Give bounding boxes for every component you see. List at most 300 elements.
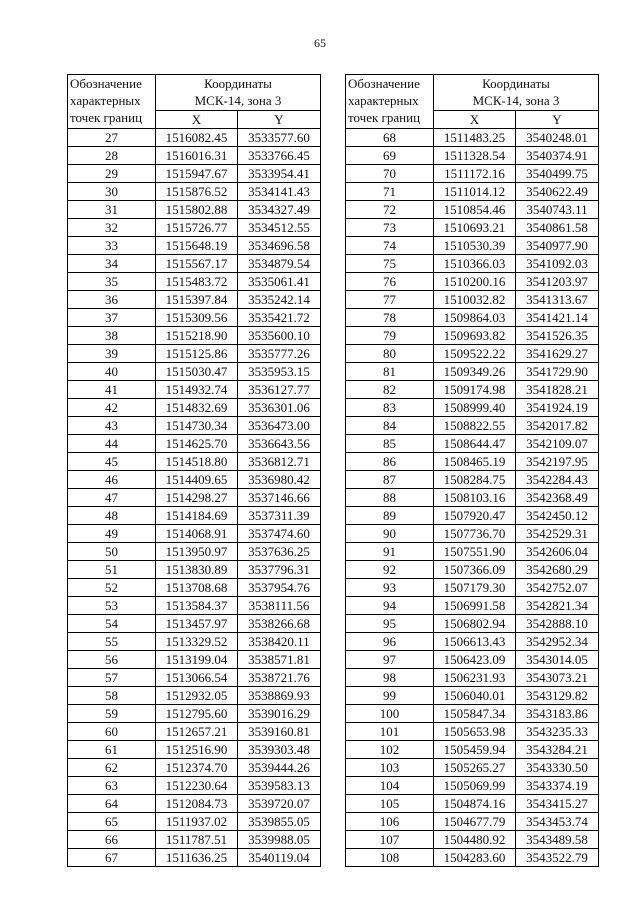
point-number: 100 <box>346 705 434 723</box>
y-coordinate: 3543129.82 <box>516 687 599 705</box>
x-coordinate: 1508103.16 <box>434 489 516 507</box>
x-coordinate: 1507551.90 <box>434 543 516 561</box>
table-row <box>68 471 321 489</box>
table-row <box>346 813 599 831</box>
y-coordinate: 3537636.25 <box>238 543 321 561</box>
point-number: 88 <box>346 489 434 507</box>
point-number: 49 <box>68 525 156 543</box>
x-coordinate: 1507920.47 <box>434 507 516 525</box>
point-number: 38 <box>68 327 156 345</box>
y-coordinate: 3542952.34 <box>516 633 599 651</box>
x-coordinate: 1513457.97 <box>156 615 238 633</box>
y-coordinate: 3541629.27 <box>516 345 599 363</box>
table-row <box>68 255 321 273</box>
table-row <box>68 327 321 345</box>
point-number: 34 <box>68 255 156 273</box>
x-coordinate: 1513584.37 <box>156 597 238 615</box>
table-row <box>346 129 599 147</box>
point-number: 78 <box>346 309 434 327</box>
table-row <box>68 435 321 453</box>
designation-header-line: характерных <box>348 93 419 108</box>
point-number: 101 <box>346 723 434 741</box>
point-number: 56 <box>68 651 156 669</box>
y-coordinate: 3542752.07 <box>516 579 599 597</box>
point-number: 74 <box>346 237 434 255</box>
y-coordinate: 3538111.56 <box>238 597 321 615</box>
x-coordinate: 1515218.90 <box>156 327 238 345</box>
point-number: 107 <box>346 831 434 849</box>
y-coordinate: 3543073.21 <box>516 669 599 687</box>
point-number: 73 <box>346 219 434 237</box>
y-coordinate: 3540622.49 <box>516 183 599 201</box>
table-row <box>68 147 321 165</box>
table-row <box>346 615 599 633</box>
x-coordinate: 1511483.25 <box>434 129 516 147</box>
table-row <box>68 651 321 669</box>
x-coordinate: 1511937.02 <box>156 813 238 831</box>
table-row <box>346 525 599 543</box>
y-coordinate: 3539855.05 <box>238 813 321 831</box>
y-coordinate: 3539303.48 <box>238 741 321 759</box>
y-coordinate: 3537796.31 <box>238 561 321 579</box>
y-coordinate: 3543235.33 <box>516 723 599 741</box>
y-coordinate: 3543453.74 <box>516 813 599 831</box>
y-coordinate: 3541828.21 <box>516 381 599 399</box>
table-row <box>346 237 599 255</box>
table-row <box>346 777 599 795</box>
table-row <box>68 561 321 579</box>
x-coordinate: 1508465.19 <box>434 453 516 471</box>
table-row <box>68 219 321 237</box>
y-coordinate: 3533766.45 <box>238 147 321 165</box>
y-coordinate: 3536127.77 <box>238 381 321 399</box>
x-coordinate: 1516016.31 <box>156 147 238 165</box>
x-coordinate: 1511636.25 <box>156 849 238 867</box>
y-column-header: Y <box>238 111 321 129</box>
table-row <box>68 543 321 561</box>
table-row <box>68 129 321 147</box>
point-number: 71 <box>346 183 434 201</box>
y-coordinate: 3541924.19 <box>516 399 599 417</box>
point-number: 90 <box>346 525 434 543</box>
point-number: 43 <box>68 417 156 435</box>
table-row <box>346 201 599 219</box>
x-coordinate: 1505847.34 <box>434 705 516 723</box>
point-number: 94 <box>346 597 434 615</box>
page-number: 65 <box>314 36 326 50</box>
y-coordinate: 3533577.60 <box>238 129 321 147</box>
y-coordinate: 3542680.29 <box>516 561 599 579</box>
point-number: 93 <box>346 579 434 597</box>
table-row <box>68 345 321 363</box>
table-row <box>346 345 599 363</box>
x-coordinate: 1515030.47 <box>156 363 238 381</box>
point-number: 58 <box>68 687 156 705</box>
y-coordinate: 3540861.58 <box>516 219 599 237</box>
x-coordinate: 1515726.77 <box>156 219 238 237</box>
y-coordinate: 3536473.00 <box>238 417 321 435</box>
y-coordinate: 3534327.49 <box>238 201 321 219</box>
y-coordinate: 3541092.03 <box>516 255 599 273</box>
y-coordinate: 3543522.79 <box>516 849 599 867</box>
table-row <box>68 759 321 777</box>
point-number: 102 <box>346 741 434 759</box>
table-row <box>68 381 321 399</box>
table-row <box>346 471 599 489</box>
x-coordinate: 1515567.17 <box>156 255 238 273</box>
y-coordinate: 3539583.13 <box>238 777 321 795</box>
y-coordinate: 3539720.07 <box>238 795 321 813</box>
point-number: 99 <box>346 687 434 705</box>
y-coordinate: 3541203.97 <box>516 273 599 291</box>
y-coordinate: 3535061.41 <box>238 273 321 291</box>
table-body <box>68 129 321 867</box>
x-coordinate: 1511328.54 <box>434 147 516 165</box>
coordinates-header-line: МСК-14, зона 3 <box>472 93 560 108</box>
y-coordinate: 3536980.42 <box>238 471 321 489</box>
y-coordinate: 3542109.07 <box>516 435 599 453</box>
x-coordinate: 1506040.01 <box>434 687 516 705</box>
table-row <box>346 327 599 345</box>
x-coordinate: 1505069.99 <box>434 777 516 795</box>
y-coordinate: 3542284.43 <box>516 471 599 489</box>
x-coordinate: 1515125.86 <box>156 345 238 363</box>
point-number: 29 <box>68 165 156 183</box>
y-coordinate: 3543183.86 <box>516 705 599 723</box>
point-number: 65 <box>68 813 156 831</box>
table-row <box>68 813 321 831</box>
point-number: 51 <box>68 561 156 579</box>
table-row <box>68 687 321 705</box>
point-number: 64 <box>68 795 156 813</box>
point-number: 50 <box>68 543 156 561</box>
x-coordinate: 1504677.79 <box>434 813 516 831</box>
table-row <box>68 597 321 615</box>
x-coordinate: 1504874.16 <box>434 795 516 813</box>
point-number: 60 <box>68 723 156 741</box>
y-coordinate: 3538869.93 <box>238 687 321 705</box>
x-coordinate: 1509522.22 <box>434 345 516 363</box>
point-number: 61 <box>68 741 156 759</box>
y-coordinate: 3541729.90 <box>516 363 599 381</box>
x-coordinate: 1513708.68 <box>156 579 238 597</box>
x-coordinate: 1504480.92 <box>434 831 516 849</box>
table-row <box>68 201 321 219</box>
point-number: 59 <box>68 705 156 723</box>
y-coordinate: 3542821.34 <box>516 597 599 615</box>
point-number: 45 <box>68 453 156 471</box>
point-number: 67 <box>68 849 156 867</box>
x-coordinate: 1512657.21 <box>156 723 238 741</box>
x-coordinate: 1515309.56 <box>156 309 238 327</box>
point-number: 84 <box>346 417 434 435</box>
y-coordinate: 3543284.21 <box>516 741 599 759</box>
point-number: 48 <box>68 507 156 525</box>
point-number: 75 <box>346 255 434 273</box>
table-row <box>68 633 321 651</box>
y-coordinate: 3538420.11 <box>238 633 321 651</box>
table-row <box>346 633 599 651</box>
point-number: 66 <box>68 831 156 849</box>
table-row <box>346 183 599 201</box>
table-row <box>346 399 599 417</box>
table-row <box>68 507 321 525</box>
x-coordinate: 1505459.94 <box>434 741 516 759</box>
point-number: 105 <box>346 795 434 813</box>
x-column-header: X <box>434 111 516 129</box>
point-number: 55 <box>68 633 156 651</box>
table-row <box>346 723 599 741</box>
y-coordinate: 3543014.05 <box>516 651 599 669</box>
y-coordinate: 3534141.43 <box>238 183 321 201</box>
point-number: 104 <box>346 777 434 795</box>
point-number: 68 <box>346 129 434 147</box>
y-coordinate: 3536643.56 <box>238 435 321 453</box>
x-coordinate: 1510854.46 <box>434 201 516 219</box>
point-number: 79 <box>346 327 434 345</box>
table-row <box>68 615 321 633</box>
x-coordinate: 1508999.40 <box>434 399 516 417</box>
table-row <box>68 723 321 741</box>
x-coordinate: 1504283.60 <box>434 849 516 867</box>
table-row <box>346 453 599 471</box>
table-row <box>346 831 599 849</box>
point-number: 57 <box>68 669 156 687</box>
table-row <box>68 741 321 759</box>
point-number: 97 <box>346 651 434 669</box>
point-number: 33 <box>68 237 156 255</box>
table-row <box>346 219 599 237</box>
x-coordinate: 1508822.55 <box>434 417 516 435</box>
table-row <box>68 579 321 597</box>
table-row <box>68 795 321 813</box>
designation-header-line: точек границ <box>348 110 421 125</box>
y-coordinate: 3535421.72 <box>238 309 321 327</box>
y-coordinate: 3543330.50 <box>516 759 599 777</box>
x-coordinate: 1510693.21 <box>434 219 516 237</box>
point-number: 30 <box>68 183 156 201</box>
point-number: 53 <box>68 597 156 615</box>
y-coordinate: 3539988.05 <box>238 831 321 849</box>
y-coordinate: 3543374.19 <box>516 777 599 795</box>
y-coordinate: 3537311.39 <box>238 507 321 525</box>
point-number: 41 <box>68 381 156 399</box>
table-row <box>346 849 599 867</box>
y-coordinate: 3540499.75 <box>516 165 599 183</box>
coordinates-header-line: МСК-14, зона 3 <box>194 93 282 108</box>
y-coordinate: 3541526.35 <box>516 327 599 345</box>
x-coordinate: 1505265.27 <box>434 759 516 777</box>
x-coordinate: 1512374.70 <box>156 759 238 777</box>
point-number: 54 <box>68 615 156 633</box>
x-coordinate: 1514068.91 <box>156 525 238 543</box>
x-coordinate: 1512795.60 <box>156 705 238 723</box>
x-coordinate: 1509693.82 <box>434 327 516 345</box>
table-row <box>346 687 599 705</box>
table-row <box>68 669 321 687</box>
y-coordinate: 3543489.58 <box>516 831 599 849</box>
y-coordinate: 3533954.41 <box>238 165 321 183</box>
x-coordinate: 1514730.34 <box>156 417 238 435</box>
point-number: 44 <box>68 435 156 453</box>
coordinates-table-right <box>345 74 599 867</box>
coordinates-header-line: Координаты <box>204 76 272 91</box>
x-coordinate: 1515802.88 <box>156 201 238 219</box>
table-row <box>346 741 599 759</box>
table-row <box>346 165 599 183</box>
point-number: 81 <box>346 363 434 381</box>
table-row <box>68 777 321 795</box>
point-number: 36 <box>68 291 156 309</box>
x-coordinate: 1513950.97 <box>156 543 238 561</box>
point-number: 80 <box>346 345 434 363</box>
table-row <box>346 759 599 777</box>
table-row <box>68 489 321 507</box>
y-coordinate: 3535953.15 <box>238 363 321 381</box>
table-row <box>346 147 599 165</box>
x-coordinate: 1514298.27 <box>156 489 238 507</box>
table-row <box>346 417 599 435</box>
y-coordinate: 3538266.68 <box>238 615 321 633</box>
y-coordinate: 3538721.76 <box>238 669 321 687</box>
table-row <box>346 291 599 309</box>
x-coordinate: 1510200.16 <box>434 273 516 291</box>
designation-header <box>346 75 434 129</box>
point-number: 70 <box>346 165 434 183</box>
x-coordinate: 1506802.94 <box>434 615 516 633</box>
x-coordinate: 1514625.70 <box>156 435 238 453</box>
table-row <box>346 255 599 273</box>
x-column-header: X <box>156 111 238 129</box>
x-coordinate: 1507366.09 <box>434 561 516 579</box>
table-row <box>346 489 599 507</box>
point-number: 95 <box>346 615 434 633</box>
point-number: 96 <box>346 633 434 651</box>
x-coordinate: 1513329.52 <box>156 633 238 651</box>
table-row <box>346 651 599 669</box>
point-number: 87 <box>346 471 434 489</box>
point-number: 47 <box>68 489 156 507</box>
x-coordinate: 1512516.90 <box>156 741 238 759</box>
table-row <box>346 795 599 813</box>
table-row <box>346 273 599 291</box>
x-coordinate: 1515947.67 <box>156 165 238 183</box>
x-coordinate: 1513199.04 <box>156 651 238 669</box>
y-coordinate: 3536301.06 <box>238 399 321 417</box>
point-number: 91 <box>346 543 434 561</box>
y-coordinate: 3541313.67 <box>516 291 599 309</box>
y-coordinate: 3540248.01 <box>516 129 599 147</box>
designation-header-line: Обозначение <box>70 76 142 91</box>
point-number: 72 <box>346 201 434 219</box>
x-coordinate: 1516082.45 <box>156 129 238 147</box>
x-coordinate: 1513830.89 <box>156 561 238 579</box>
point-number: 46 <box>68 471 156 489</box>
table-row <box>68 399 321 417</box>
x-coordinate: 1512084.73 <box>156 795 238 813</box>
coordinates-header <box>434 75 599 111</box>
coordinates-header <box>156 75 321 111</box>
table-row <box>68 363 321 381</box>
coordinates-table-left <box>67 74 321 867</box>
y-coordinate: 3538571.81 <box>238 651 321 669</box>
point-number: 82 <box>346 381 434 399</box>
y-column-header: Y <box>516 111 599 129</box>
point-number: 108 <box>346 849 434 867</box>
x-coordinate: 1508284.75 <box>434 471 516 489</box>
y-coordinate: 3537954.76 <box>238 579 321 597</box>
x-coordinate: 1514832.69 <box>156 399 238 417</box>
y-coordinate: 3535600.10 <box>238 327 321 345</box>
x-coordinate: 1506423.09 <box>434 651 516 669</box>
x-coordinate: 1513066.54 <box>156 669 238 687</box>
point-number: 40 <box>68 363 156 381</box>
x-coordinate: 1506991.58 <box>434 597 516 615</box>
y-coordinate: 3542450.12 <box>516 507 599 525</box>
table-row <box>346 363 599 381</box>
x-coordinate: 1505653.98 <box>434 723 516 741</box>
designation-header <box>68 75 156 129</box>
y-coordinate: 3539016.29 <box>238 705 321 723</box>
y-coordinate: 3534879.54 <box>238 255 321 273</box>
x-coordinate: 1510032.82 <box>434 291 516 309</box>
x-coordinate: 1515397.84 <box>156 291 238 309</box>
x-coordinate: 1508644.47 <box>434 435 516 453</box>
point-number: 27 <box>68 129 156 147</box>
designation-header-line: Обозначение <box>348 76 420 91</box>
y-coordinate: 3541421.14 <box>516 309 599 327</box>
x-coordinate: 1509864.03 <box>434 309 516 327</box>
y-coordinate: 3542017.82 <box>516 417 599 435</box>
point-number: 98 <box>346 669 434 687</box>
table-row <box>68 273 321 291</box>
table-row <box>346 309 599 327</box>
y-coordinate: 3540743.11 <box>516 201 599 219</box>
point-number: 103 <box>346 759 434 777</box>
table-row <box>68 705 321 723</box>
point-number: 86 <box>346 453 434 471</box>
y-coordinate: 3542606.04 <box>516 543 599 561</box>
y-coordinate: 3542368.49 <box>516 489 599 507</box>
y-coordinate: 3542888.10 <box>516 615 599 633</box>
x-coordinate: 1514932.74 <box>156 381 238 399</box>
designation-header-line: характерных <box>70 93 141 108</box>
table-row <box>68 183 321 201</box>
x-coordinate: 1512230.64 <box>156 777 238 795</box>
table-row <box>346 561 599 579</box>
table-row <box>68 849 321 867</box>
x-coordinate: 1509174.98 <box>434 381 516 399</box>
coordinates-header-line: Координаты <box>482 76 550 91</box>
table-row <box>346 507 599 525</box>
point-number: 69 <box>346 147 434 165</box>
y-coordinate: 3540374.91 <box>516 147 599 165</box>
x-coordinate: 1512932.05 <box>156 687 238 705</box>
x-coordinate: 1514184.69 <box>156 507 238 525</box>
y-coordinate: 3535777.26 <box>238 345 321 363</box>
table-row <box>68 291 321 309</box>
y-coordinate: 3543415.27 <box>516 795 599 813</box>
y-coordinate: 3540119.04 <box>238 849 321 867</box>
x-coordinate: 1507736.70 <box>434 525 516 543</box>
x-coordinate: 1515876.52 <box>156 183 238 201</box>
table-row <box>68 309 321 327</box>
y-coordinate: 3535242.14 <box>238 291 321 309</box>
point-number: 28 <box>68 147 156 165</box>
point-number: 39 <box>68 345 156 363</box>
x-coordinate: 1511014.12 <box>434 183 516 201</box>
point-number: 92 <box>346 561 434 579</box>
